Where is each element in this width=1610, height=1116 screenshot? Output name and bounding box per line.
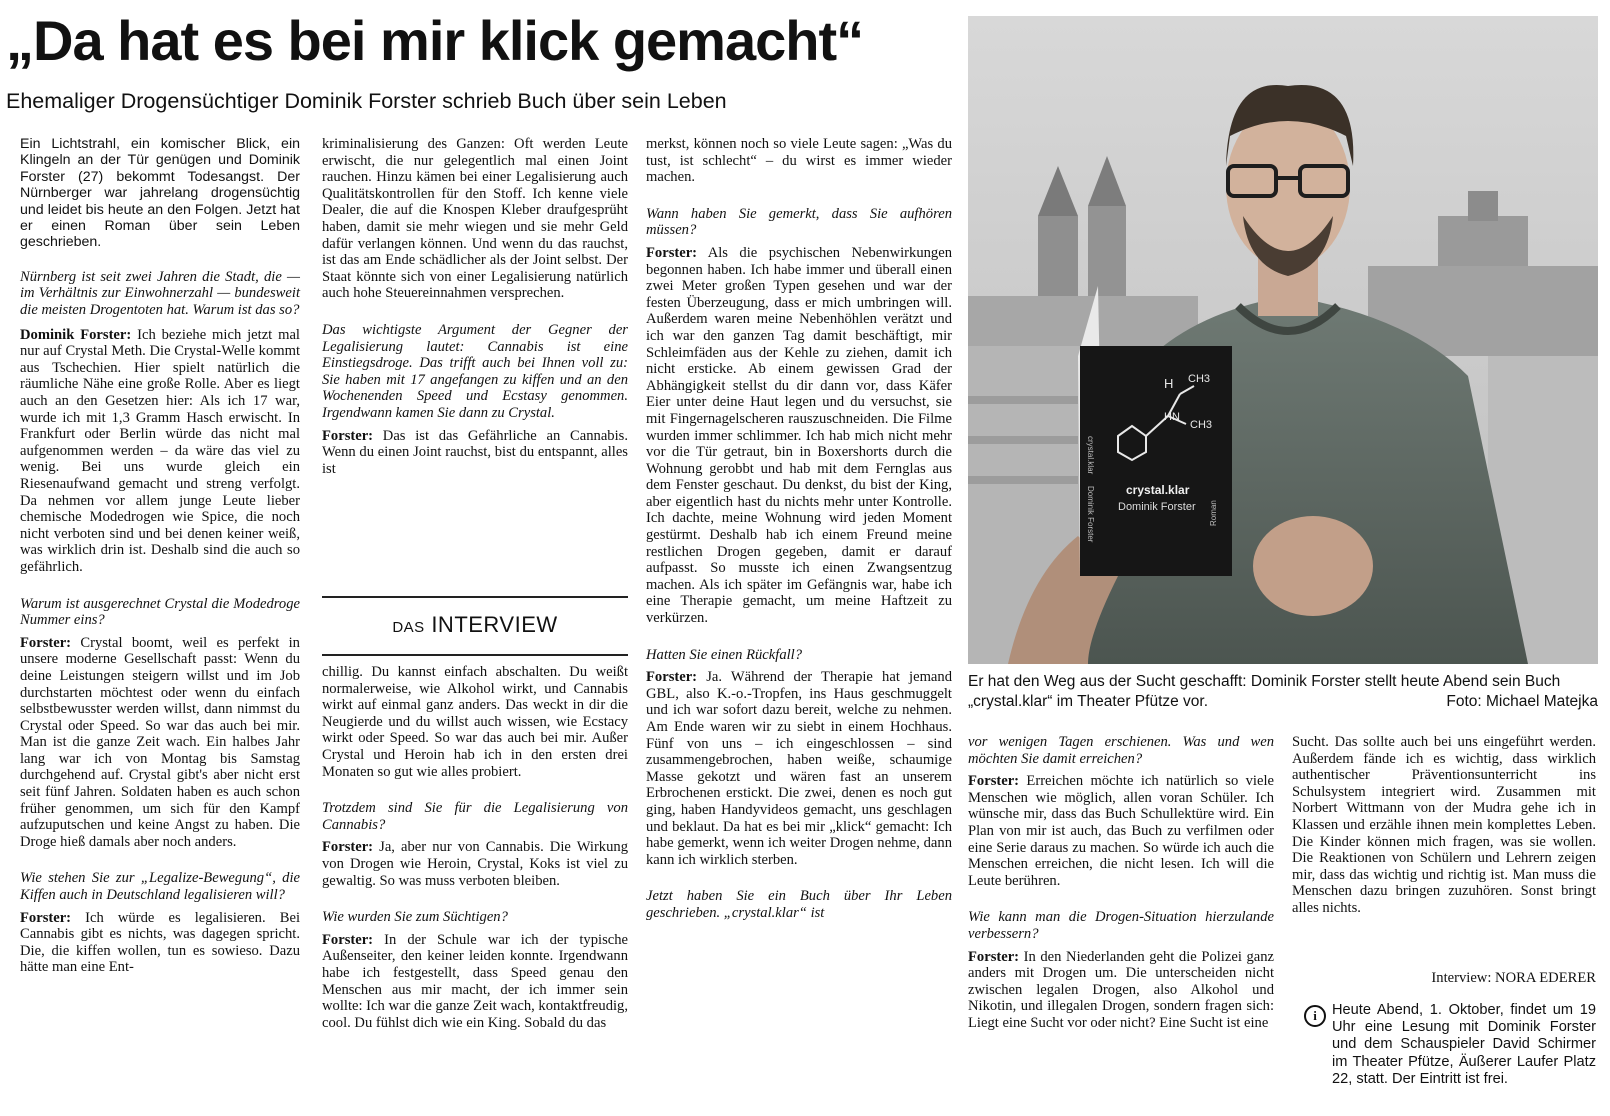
interview-label-small: DAS xyxy=(392,619,425,636)
subheadline: Ehemaliger Drogensüchtiger Dominik Forster schrieb Buch über sein Leben xyxy=(6,89,727,113)
interview-label-big: INTERVIEW xyxy=(431,612,558,637)
portrait-photo xyxy=(968,16,1598,664)
question-5: Trotzdem sind Sie für die Legalisierung von Cannabis? xyxy=(322,800,628,833)
answer-text: Ich beziehe mich jetzt mal nur auf Crystal Meth. Die Crystal-Welle kommt aus Tschechien. Hier spielt natürlich die räumliche Nähe eine große Rolle. Aber es liegt auch an den Gesetzen hier: Als ich 17 war, wurde ich mit 1,3 Gramm Hasch erwischt. In Frankfurt oder Berlin würde das nicht mal aufgenommen werden – da wäre das viel zu wenig. Bei uns wurde gleich ein Riesenaufwand gemacht und streng verfolgt. Da nehmen vor allem junge Leute lieber chemische Modedrogen wie Spice, die noch nicht verboten sind und bei denen keiner weiß, was wirklich drin ist. Deshalb sind die auch so gefährlich. xyxy=(20,326,300,575)
speaker-label: Forster: xyxy=(646,244,698,261)
answer-5 xyxy=(322,839,628,889)
article-column-1 xyxy=(20,136,300,984)
answer-3 xyxy=(20,910,300,976)
book-author: Dominik Forster xyxy=(1118,501,1196,513)
answer-8 xyxy=(646,669,952,868)
answer-text: Ich würde es legalisieren. Bei Cannabis gibt es nichts, was dagegen spricht. Die, die kiffen wollen, tun es sowieso. Dazu hätte man eine Ent- xyxy=(20,909,300,976)
article-column-4 xyxy=(968,734,1274,1040)
question-1: Nürnberg ist seit zwei Jahren die Stadt, die — im Verhältnis zur Einwohnerzahl — bundesweit die meisten Drogentoten hat. Warum ist das so? xyxy=(20,268,300,319)
speaker-label: Dominik Forster: xyxy=(20,326,132,343)
answer-1 xyxy=(20,327,300,576)
answer-text: Crystal boomt, weil es perfekt in unsere moderne Gesellschaft passt: Wenn du deine Leistungen steigern willst und im Job durchstarten möchtest oder wenn du einfach selbstbewusster werden willst, dann nimmst du Crystal oder Speed. So war das auch bei mir. Man ist die ganze Zeit wach. Ein halbes Jahr lang war ich von Montag bis Samstag durchgehend auf. Crystal gibt's aber nicht erst seit fünf Jahren. Soldaten haben es auch schon früher genommen, um sich für den Kampf aufzuputschen und keine Angst zu haben. Die Droge hieß damals aber noch anders. xyxy=(20,634,300,850)
info-icon: i xyxy=(1304,1005,1326,1027)
article-column-5 xyxy=(1292,734,1596,925)
photo-caption xyxy=(968,672,1598,712)
interview-label xyxy=(322,612,628,638)
answer-4-continued: chillig. Du kannst einfach abschalten. Du weißt normalerweise, wie Alkohol wirkt, und Cannabis wirkt auf einmal ganz anders. Das weckt in dir die Neugierde und du willst auch wissen, wie Ecstacy wirkt oder Speed. So war das auch bei mir. Außer Crystal und Heroin hab ich in den ersten drei Monaten so gut wie alles probiert. xyxy=(322,664,628,780)
lead-paragraph: Ein Lichtstrahl, ein komischer Blick, ein Klingeln an der Tür genügen und Dominik Forster (27) bekommt Todesangst. Der Nürnberger war jahrelang drogensüchtig und leidet bis heute an den Folgen. Jetzt hat er einen Roman über sein Leben geschrieben. xyxy=(20,136,300,251)
question-7: Wann haben Sie gemerkt, dass Sie aufhören müssen? xyxy=(646,205,952,239)
book-title: crystal.klar xyxy=(1126,483,1190,497)
answer-text: Ja, aber nur von Cannabis. Die Wirkung von Drogen wie Heroin, Crystal, Koks ist viel zu gewaltig. So was muss verboten bleiben. xyxy=(322,839,628,889)
question-4: Das wichtigste Argument der Gegner der Legalisierung lautet: Cannabis ist eine Einstiegsdroge. Das trifft auch bei Ihnen voll zu: Sie haben mit 17 angefangen zu kiffen und an den Wochenenden Speed und Ecstasy genommen. Irgendwann kamen Sie dann zu Crystal. xyxy=(322,321,628,421)
event-info-text: Heute Abend, 1. Oktober, findet um 19 Uhr eine Lesung mit Dominik Forster und dem Schauspieler David Schirmer im Theater Pfütze, Äußerer Laufer Platz 22, statt. Der Eintritt ist frei. xyxy=(1332,1002,1596,1087)
answer-6-continued: merkst, können noch so viele Leute sagen: „Was du tust, ist schlecht“ – du wirst es immer wieder machen. xyxy=(646,136,952,186)
speaker-label: Forster: xyxy=(322,427,374,444)
formula-hn: HN xyxy=(1164,411,1180,423)
question-9: Jetzt haben Sie ein Buch über Ihr Leben geschrieben. „crystal.klar“ ist xyxy=(646,888,952,921)
question-3: Wie stehen Sie zur „Legalize-Bewegung“, die Kiffen auch in Deutschland legalisieren will? xyxy=(20,870,300,904)
answer-3-continued: kriminalisierung des Ganzen: Oft werden Leute erwischt, die nur gelegentlich mal einen Joint rauchen. Hinzu kämen bei einer Legalisierung auch Qualitätskontrollen für den Stoff. Ich kenne viele Dealer, die auf die Knospen Kleber draufgesprüht haben, damit sie mehr wiegen und sie mehr Geld dafür verlangen können. Und wenn du das rauchst, ist das am Ende schädlicher als der Joint selbst. Der Staat könnte sich von einer Legalisierung natürlich auch hohe Steuereinnahmen versprechen. xyxy=(322,136,628,302)
book-spine-title: crystal.klar xyxy=(1086,436,1095,475)
question-6: Wie wurden Sie zum Süchtigen? xyxy=(322,909,508,926)
speaker-label: Forster: xyxy=(322,931,374,948)
caption-text: Er hat den Weg aus der Sucht geschafft: Dominik Forster stellt heute Abend sein Buch „crystal.klar“ im Theater Pfütze vor. xyxy=(968,673,1561,710)
answer-10-continued: Sucht. Das sollte auch bei uns eingeführt werden. Außerdem fände ich es wichtig, dass wirklich authentischer Präventionsunterricht ins Schulsystem integriert wird. Zusammen mit Norbert Wittmann von der Mudra gehe ich in Klassen und erzähle ihnen mein komplettes Leben. Die Kinder können mich fragen, was sie wollen. Die Reaktionen von Schülern und Lehrern zeigen mir, dass das wichtig und richtig ist. Man muss die Menschen dazu bringen zuzuhören. Sonst bringt alles nichts. xyxy=(1292,734,1596,916)
answer-9 xyxy=(968,773,1274,889)
article-column-2-bottom xyxy=(322,664,628,1039)
hand xyxy=(1253,516,1373,616)
answer-text: Erreichen möchte ich natürlich so viele Menschen wie möglich, allen voran Schüler. Ich wünsche mir, dass das Buch Schullektüre wird. Ein Plan von mir ist auch, das Buch zu verfilmen oder eine Serie daraus zu machen. So würde ich auch die Menschen erreichen, die nicht lesen. Ich will die Leute berühren. xyxy=(968,773,1274,889)
formula-ch3-top: CH3 xyxy=(1188,373,1211,385)
speaker-label: Forster: xyxy=(646,669,698,686)
speaker-label: Forster: xyxy=(968,773,1020,790)
answer-4 xyxy=(322,428,628,478)
speaker-label: Forster: xyxy=(20,909,72,926)
question-10: Wie kann man die Drogen-Situation hierzulande verbessern? xyxy=(968,909,1274,942)
photo-illustration xyxy=(968,16,1598,664)
event-info-box xyxy=(1304,1002,1596,1088)
article-column-3 xyxy=(646,136,952,930)
formula-h: H xyxy=(1164,376,1174,391)
formula-ch3-bottom: CH3 xyxy=(1190,419,1213,431)
book-spine-author: Dominik Forster xyxy=(1086,486,1095,543)
speaker-label: Forster: xyxy=(322,839,374,856)
question-8: Hatten Sie einen Rückfall? xyxy=(646,646,803,663)
answer-text: Ja. Während der Therapie hat jemand GBL, also K.-o.-Tropfen, ins Haus geschmuggelt und ich war sofort dazu bereit, welche zu nehmen. Am Ende waren wir zu siebt in einem Hochhaus. Fünf von uns – ich eingeschlossen – sind zusammengebrochen, haben weiße, schaumige Masse gekotzt und wären fast an unserem Erbrochenen erstickt. Die zwei, denen es noch gut ging, haben Handyvideos gemacht, uns geschlagen und beklaut. Da hat es bei mir „klick“ gemacht: Ich habe gemerkt, wenn ich weiter Drogen nehme, dann kann ich wirklich sterben. xyxy=(646,669,952,868)
speaker-label: Forster: xyxy=(20,634,72,651)
book-genre: Roman xyxy=(1209,500,1218,526)
photo-credit: Foto: Michael Matejka xyxy=(1446,693,1598,710)
headline: „Da hat es bei mir klick gemacht“ xyxy=(6,9,864,72)
answer-7 xyxy=(646,245,952,627)
speaker-label: Forster: xyxy=(968,948,1020,965)
answer-2 xyxy=(20,635,300,851)
answer-6 xyxy=(322,932,628,1032)
question-9-continued: vor wenigen Tagen erschienen. Was und wen möchten Sie damit erreichen? xyxy=(968,734,1274,767)
article-column-2-top xyxy=(322,136,628,485)
answer-text: In der Schule war ich der typische Außenseiter, den keiner leiden konnte. Irgendwann habe ich festgestellt, dass Speed genau den Menschen aus mir macht, der ich immer sein wollte: Ich war die ganze Zeit wach, kontaktfreudig, cool. Du fühlst dich wie ein King. Sobald du das xyxy=(322,931,629,1031)
interview-label-box xyxy=(322,596,628,656)
answer-10 xyxy=(968,949,1274,1032)
answer-text: In den Niederlanden geht die Polizei ganz anders mit Drogen um. Die unterscheiden nicht zwischen legalen Drogen, also Alkohol und Nikotin, und illegalen Drogen, sondern fragen sich: Liegt eine Sucht vor oder nicht? Eine Sucht ist eine xyxy=(968,948,1274,1031)
answer-text: Als die psychischen Nebenwirkungen begonnen haben. Ich habe immer und überall einen zwei Meter großen Typen gesehen und war der festen Überzeugung, dass er mich umbringen will. Außerdem waren meine Nebenhöhlen verätzt und ich war den ganzen Tag damit beschäftigt, mir Schleimfäden aus der Kehle zu ziehen, damit ich nicht ersticke. Ab einem gewissen Grad der Abhängigkeit stellst du dir dann vor, dass Käfer Eier unter deine Haut legen und du versuchst, sie mit Fingernagelscheren rauszuschneiden. Die Filme wurden immer schlimmer. Ich hab mich nicht mehr vor die Tür getraut, bin in Boxershorts durch die Wohnung gerobbt und hab mit dem Fernglas aus dem Fenster geschaut. Du denkst, du bist der King, aber eigentlich hast du nichts mehr unter Kontrolle. Ich dachte, meine Wohnung wird jeden Moment gestürmt. Deshalb hab ich einem Freund meine restlichen Drogen gegeben, damit er darauf aufpasst. So musste ich einen Zwangsentzug machen. Als ich später im Gefängnis war, habe ich eine Therapie gemacht, um meine Haftzeit zu verkürzen. xyxy=(646,244,952,627)
question-2: Warum ist ausgerechnet Crystal die Modedroge Nummer eins? xyxy=(20,595,300,629)
answer-text: Das ist das Gefährliche an Cannabis. Wenn du einen Joint rauchst, bist du entspannt, alles ist xyxy=(322,427,628,477)
interview-credit: Interview: NORA EDERER xyxy=(1431,970,1596,986)
